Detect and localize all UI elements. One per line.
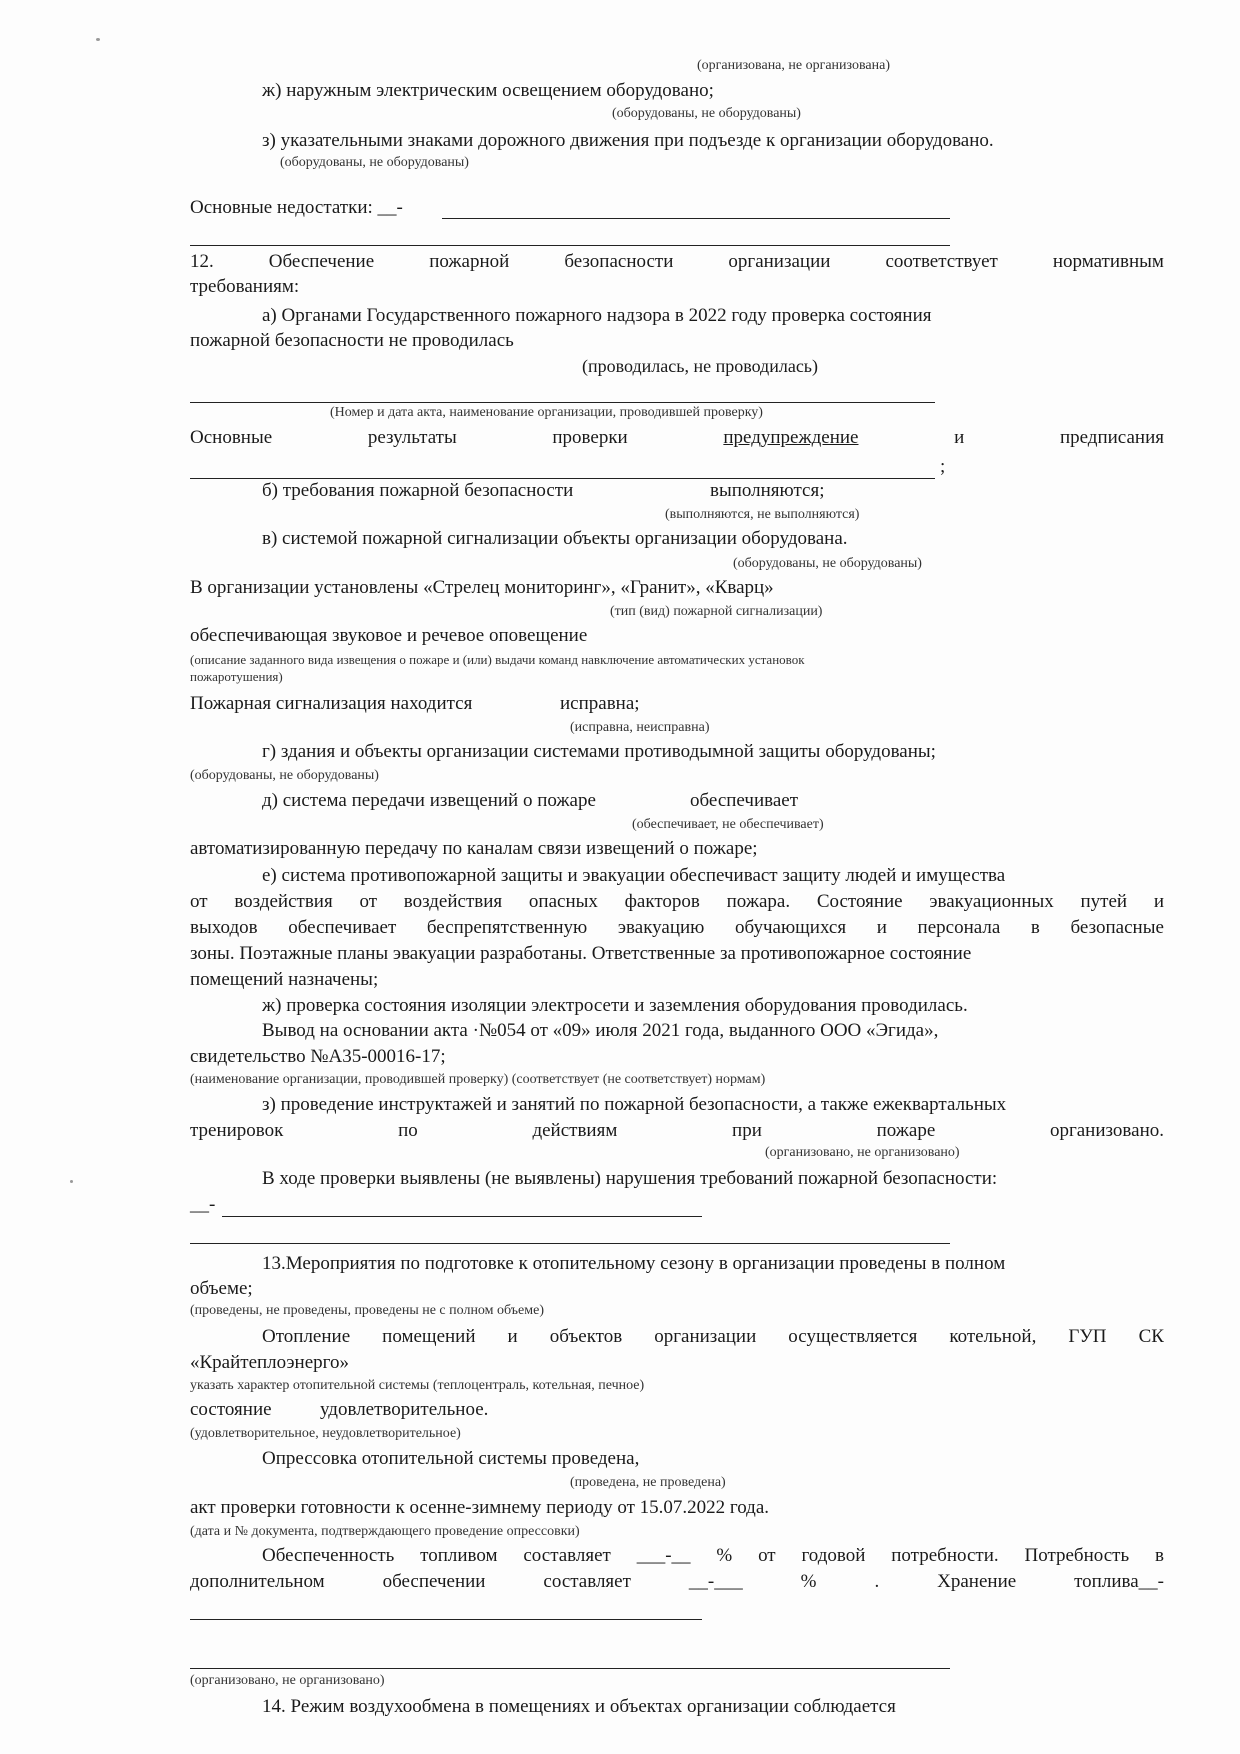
readiness-act: акт проверки готовности к осенне-зимнему периоду от 15.07.2022 года. <box>190 1497 769 1518</box>
note-condition: (удовлетворительное, неудовлетворительное) <box>190 1426 461 1441</box>
note-zh: (оборудованы, не оборудованы) <box>612 106 801 121</box>
condition-value: удовлетворительное. <box>320 1399 489 1420</box>
violations: В ходе проверки выявлены (не выявлены) нарушения требований пожарной безопасности: <box>262 1168 998 1189</box>
s13-heading: 13.Мероприятия по подготовке к отопительному сезону в организации проведены в полном <box>262 1253 1006 1274</box>
fuel-2: дополнительном обеспечении составляет __-___ % . Хранение топлива__- <box>190 1571 1164 1592</box>
conclusion-2: свидетельство №А35-00016-17; <box>190 1046 446 1067</box>
condition-label: состояние <box>190 1399 272 1420</box>
fill-line <box>442 218 950 219</box>
note-z2: (организовано, не организовано) <box>765 1145 960 1160</box>
item-e-2: от воздействия от воздействия опасных факторов пожара. Состояние эвакуационных путей и <box>190 891 1164 912</box>
item-b-label: б) требования пожарной безопасности <box>262 480 574 501</box>
item-a-cont: пожарной безопасности не проводилась <box>190 330 514 351</box>
conclusion-1: Вывод на основании акта ·№054 от «09» июля 2021 года, выданного ООО «Эгида», <box>262 1020 939 1041</box>
s14-heading: 14. Режим воздухообмена в помещениях и объектах организации соблюдается <box>262 1696 896 1717</box>
note-z: (оборудованы, не оборудованы) <box>280 155 469 170</box>
pressure-test: Опрессовка отопительной системы проведена, <box>262 1448 640 1469</box>
fill-line <box>190 402 935 403</box>
item-d-value: обеспечивает <box>690 790 798 811</box>
fuel-1: Обеспеченность топливом составляет ___-__ % от годовой потребности. Потребность в <box>262 1545 1164 1566</box>
item-e-4: зоны. Поэтажные планы эвакуации разработаны. Ответственные за противопожарное состояние <box>190 943 972 964</box>
item-z2-1: з) проведение инструктажей и занятий по пожарной безопасности, а также ежеквартальных <box>262 1094 1007 1115</box>
note-pressure: (проведена, не проведена) <box>570 1475 726 1490</box>
note-a: (проводилась, не проводилась) <box>582 356 819 376</box>
fill-line <box>190 245 950 246</box>
status-label: Пожарная сигнализация находится <box>190 693 473 714</box>
item-e-3: выходов обеспечивает беспрепятственную эвакуацию обучающихся и персонала в безопасные <box>190 917 1164 938</box>
note-organized: (организована, не организована) <box>697 58 890 73</box>
note-b: (выполняются, не выполняются) <box>665 507 860 522</box>
fill-line <box>222 1216 702 1217</box>
item-e-1: е) система противопожарной защиты и эвакуации обеспечиваст защиту людей и имущества <box>262 865 1006 886</box>
item-d-label: д) система передачи извещений о пожаре <box>262 790 596 811</box>
heating-1: Отопление помещений и объектов организации осуществляется котельной, ГУП СК <box>262 1326 1164 1347</box>
heating-2: «Крайтеплоэнерго» <box>190 1352 349 1373</box>
s13-heading-cont: объеме; <box>190 1278 253 1299</box>
scan-speck <box>96 38 100 41</box>
item-z2-2: тренировок по действиям при пожаре организовано. <box>190 1120 1164 1141</box>
note-alert-2: пожаротушения) <box>190 669 283 684</box>
note-act: (Номер и дата акта, наименование организации, проводившей проверку) <box>330 405 763 420</box>
item-z-signs: з) указательными знаками дорожного движения при подъезде к организации оборудовано. <box>262 130 994 151</box>
s12-heading-cont: требованиям: <box>190 276 300 297</box>
item-zh-lighting: ж) наружным электрическим освещением оборудовано; <box>262 80 714 101</box>
note-status: (исправна, неисправна) <box>570 720 710 735</box>
item-v: в) системой пожарной сигнализации объекты организации оборудована. <box>262 528 848 549</box>
item-b-value: выполняются; <box>710 480 825 501</box>
status-value: исправна; <box>560 693 640 714</box>
note-g: (оборудованы, не оборудованы) <box>190 768 379 783</box>
scan-speck <box>70 1180 73 1183</box>
results-row: Основные результаты проверки предупреждение и предписания <box>190 427 1164 448</box>
note-heating: указать характер отопительной системы (теплоцентраль, котельная, печное) <box>190 1378 645 1393</box>
item-zh2: ж) проверка состояния изоляции электросети и заземления оборудования проводилась. <box>262 995 968 1016</box>
note-conclusion: (наименование организации, проводившей проверку) (соответствует (не соответствует) нормам) <box>190 1072 766 1087</box>
note-d: (обеспечивает, не обеспечивает) <box>632 817 824 832</box>
item-d-cont: автоматизированную передачу по каналам связи извещений о пожаре; <box>190 838 758 859</box>
semicolon: ; <box>940 456 946 477</box>
note-s13: (проведены, не проведены, проведены не с полном объеме) <box>190 1303 544 1318</box>
note-act-13: (дата и № документа, подтверждающего проведение опрессовки) <box>190 1524 580 1539</box>
deficiencies: Основные недостатки: __- <box>190 197 403 218</box>
note-installed: (тип (вид) пожарной сигнализации) <box>610 604 823 619</box>
violations-value: __- <box>190 1194 216 1215</box>
fill-line <box>190 1668 950 1669</box>
fill-line <box>190 1243 950 1244</box>
note-v: (оборудованы, не оборудованы) <box>733 556 922 571</box>
item-e-5: помещений назначены; <box>190 969 379 990</box>
installed-systems: В организации установлены «Стрелец мониторинг», «Гранит», «Кварц» <box>190 577 774 598</box>
fill-line <box>190 478 935 479</box>
note-fuel: (организовано, не организовано) <box>190 1673 385 1688</box>
results-value: предупреждение <box>723 427 859 448</box>
alert-type: обеспечивающая звуковое и речевое оповещение <box>190 625 588 646</box>
item-g: г) здания и объекты организации системами противодымной защиты оборудованы; <box>262 741 936 762</box>
s12-heading: 12. Обеспечение пожарной безопасности организации соответствует нормативным <box>190 251 1164 272</box>
item-a: а) Органами Государственного пожарного надзора в 2022 году проверка состояния <box>262 305 932 326</box>
fill-line <box>190 1619 702 1620</box>
note-alert-1: (описание заданного вида извещения о пожаре и (или) выдачи команд навключение автоматических установок <box>190 652 805 667</box>
